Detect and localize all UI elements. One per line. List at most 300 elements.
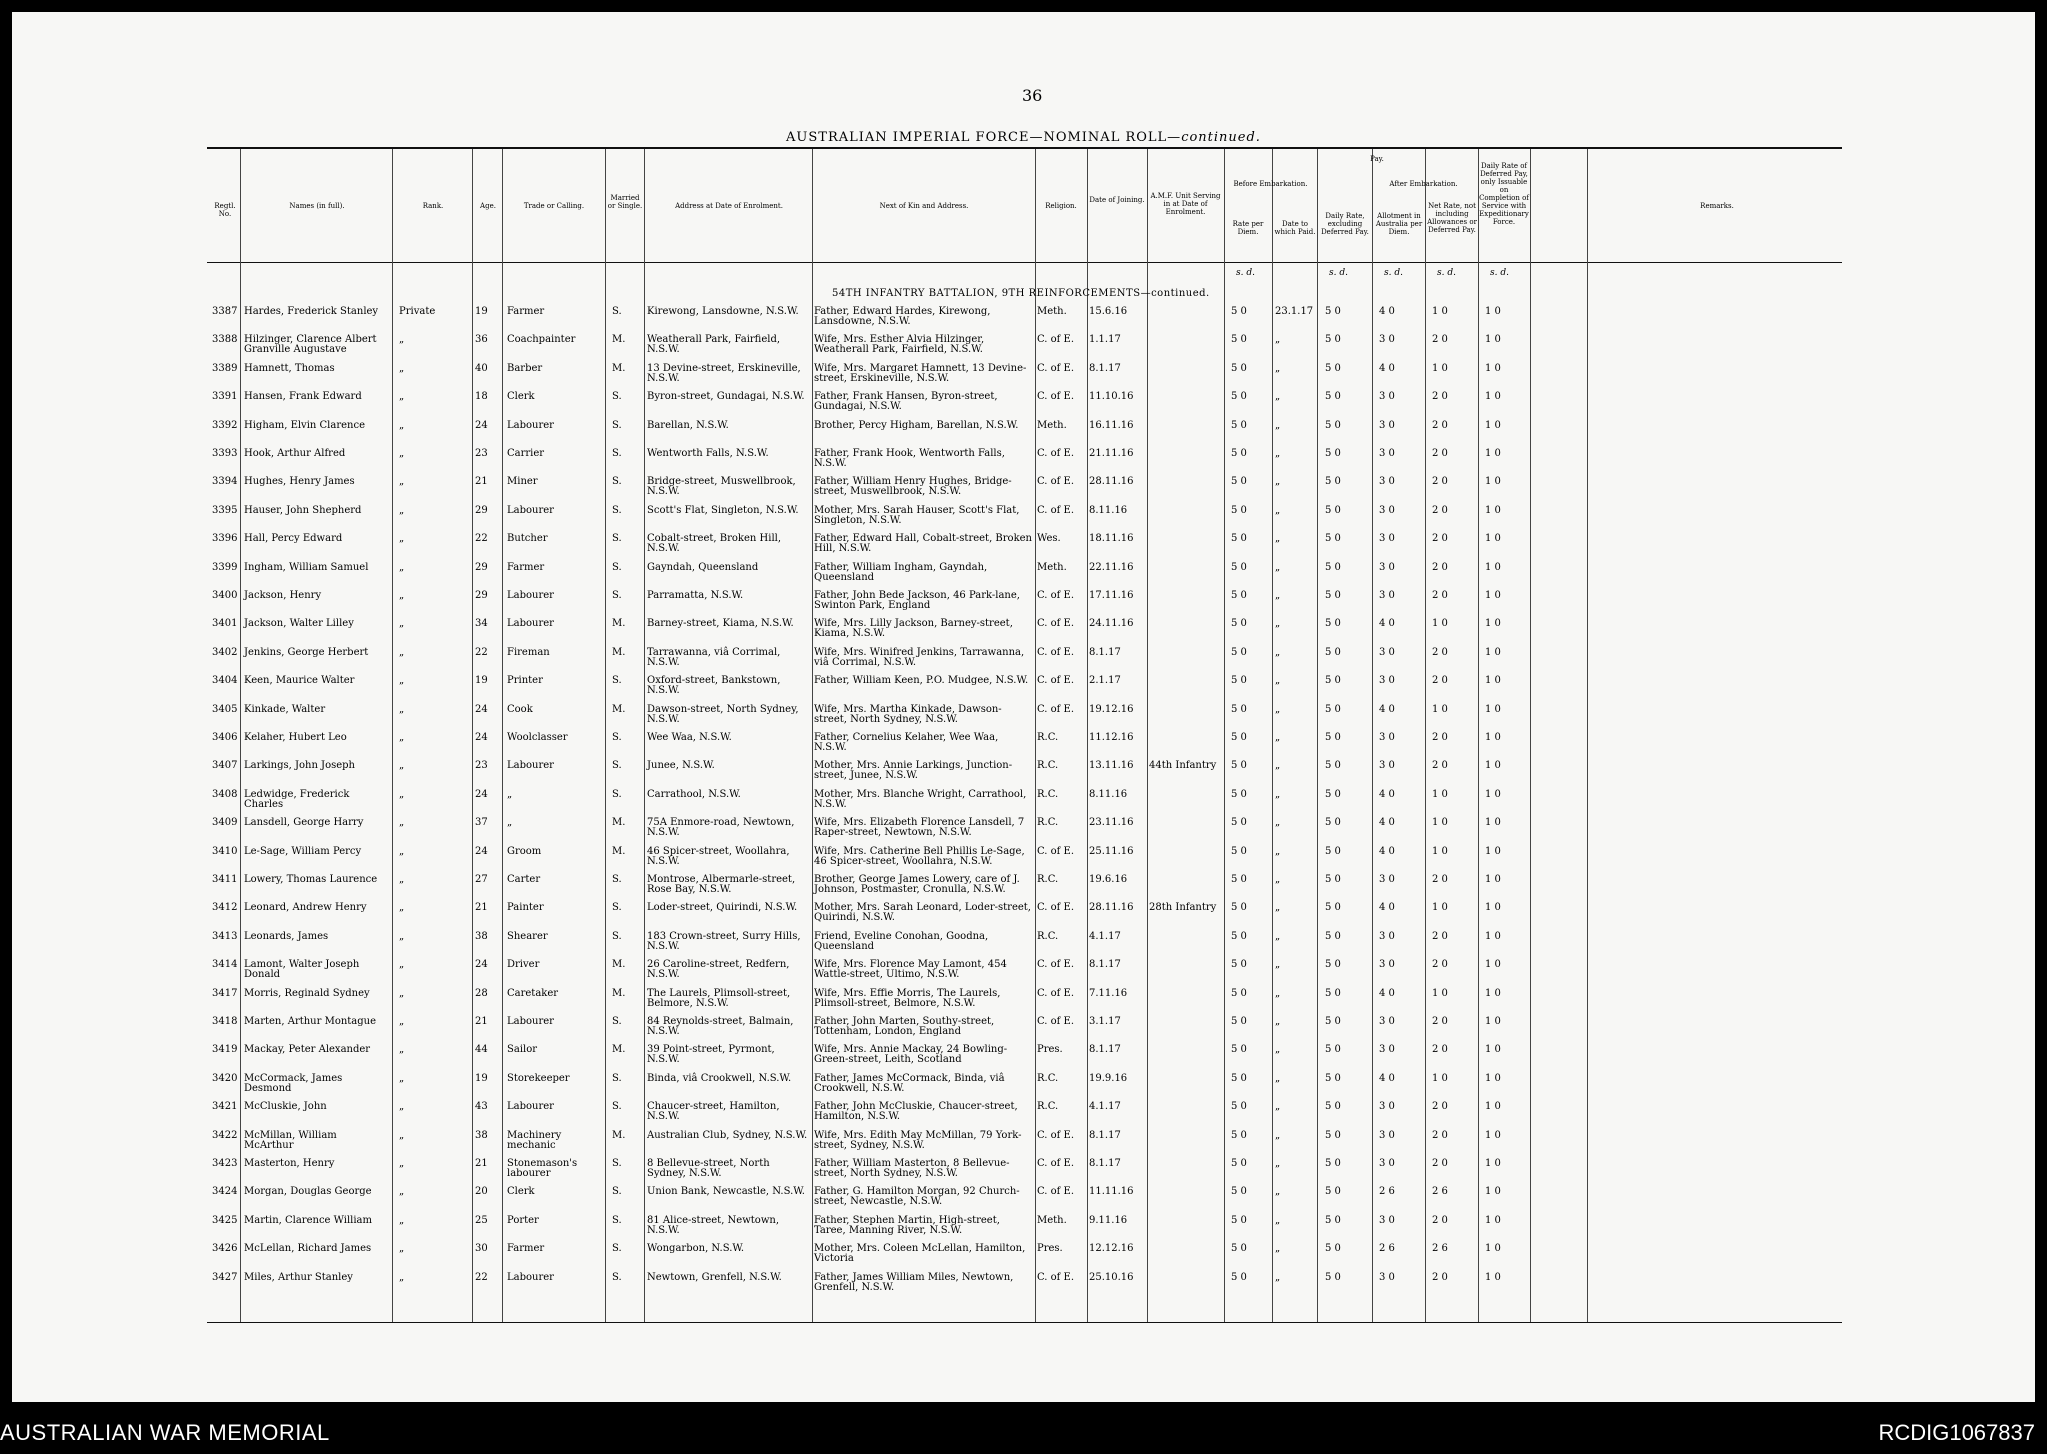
cell-paid: „ (1275, 874, 1281, 885)
cell-allot: 3 0 (1379, 1044, 1395, 1056)
cell-kin: Mother, Mrs. Annie Larkings, Junction-street, Junee, N.S.W. (814, 760, 1013, 782)
cell-trade: Driver (507, 959, 540, 971)
cell-date: 22.11.16 (1089, 561, 1134, 573)
cell-kin: Wife, Mrs. Edith May McMillan, 79 York-street, Sydney, N.S.W. (814, 1129, 1022, 1151)
cell-allot: 3 0 (1379, 590, 1395, 601)
cell-kin: Father, William Keen, P.O. Mudgee, N.S.W. (814, 675, 1029, 687)
cell-kin: Father, Edward Hall, Cobalt-street, Broken Hill, N.S.W. (814, 533, 1032, 555)
cell-rank: „ (399, 788, 405, 800)
cell-rel: C. of E. (1037, 845, 1075, 857)
cell-daily: 5 0 (1325, 930, 1341, 942)
cell-age: 21 (475, 902, 488, 914)
cell-ms: S. (612, 306, 622, 317)
cell-rate: 5 0 (1231, 1186, 1247, 1198)
cell-date: 18.11.16 (1089, 533, 1134, 545)
table-row (207, 392, 1607, 420)
cell-paid: „ (1275, 1158, 1281, 1169)
cell-ms: S. (612, 1243, 622, 1255)
cell-kin: Wife, Mrs. Annie Mackay, 24 Bowling-Green-street, Leith, Scotland (814, 1044, 1008, 1066)
cell-kin: Wife, Mrs. Effie Morris, The Laurels, Plimsoll-street, Belmore, N.S.W. (814, 987, 1001, 1009)
table-row (207, 506, 1607, 534)
cell-paid: „ (1275, 788, 1281, 800)
cell-rel: C. of E. (1037, 504, 1075, 516)
cell-allot: 3 0 (1379, 504, 1395, 516)
cell-kin: Father, Frank Hook, Wentworth Falls, N.S.W. (814, 448, 1005, 469)
cell-trade: Painter (507, 902, 544, 914)
cell-net: 2 0 (1432, 504, 1448, 516)
cell-date: 8.1.17 (1089, 646, 1121, 658)
cell-def: 1 0 (1485, 1016, 1501, 1027)
cell-date: 1.1.17 (1089, 334, 1121, 346)
cell-age: 22 (475, 646, 488, 658)
table-row (207, 648, 1607, 676)
cell-trade: „ (507, 817, 513, 829)
cell-paid: „ (1275, 419, 1281, 431)
cell-paid: „ (1275, 1044, 1281, 1056)
cell-def: 1 0 (1485, 1044, 1501, 1056)
cell-paid: „ (1275, 1072, 1281, 1084)
cell-no: 3423 (212, 1158, 238, 1169)
table-row (207, 1102, 1607, 1130)
cell-rate: 5 0 (1231, 874, 1247, 885)
cell-trade: Labourer (507, 1016, 554, 1027)
table-row (207, 1244, 1607, 1272)
cell-addr: 26 Caroline-street, Redfern, N.S.W. (647, 959, 790, 981)
cell-rel: C. of E. (1037, 1158, 1075, 1169)
cell-addr: Binda, viâ Crookwell, N.S.W. (647, 1072, 792, 1084)
cell-name: Kelaher, Hubert Leo (244, 732, 347, 743)
cell-kin: Father, Cornelius Kelaher, Wee Waa, N.S.W. (814, 732, 999, 753)
cell-no: 3391 (212, 391, 238, 403)
table-row (207, 1159, 1607, 1187)
cell-name: McCormack, James Desmond (244, 1072, 343, 1094)
cell-rank: „ (399, 1186, 405, 1198)
cell-addr: Cobalt-street, Broken Hill, N.S.W. (647, 533, 782, 555)
cell-date: 9.11.16 (1089, 1214, 1128, 1226)
cell-name: Hansen, Frank Edward (244, 391, 362, 403)
cell-no: 3407 (212, 760, 238, 772)
cell-date: 8.11.16 (1089, 788, 1128, 800)
cell-rank: „ (399, 618, 405, 630)
cell-no: 3421 (212, 1101, 238, 1113)
cell-net: 1 0 (1432, 817, 1448, 829)
cell-name: Larkings, John Joseph (244, 760, 355, 772)
cell-rel: Meth. (1037, 419, 1067, 431)
cell-trade: Clerk (507, 391, 535, 403)
cell-no: 3392 (212, 419, 238, 431)
cell-addr: Gayndah, Queensland (647, 561, 759, 573)
cell-age: 24 (475, 959, 488, 971)
sd-label: s. d. (1329, 268, 1348, 278)
cell-age: 24 (475, 845, 488, 857)
cell-daily: 5 0 (1325, 391, 1341, 403)
cell-daily: 5 0 (1325, 1044, 1341, 1056)
cell-age: 29 (475, 561, 488, 573)
cell-trade: Stonemason's labourer (507, 1158, 578, 1179)
cell-paid: „ (1275, 476, 1281, 488)
cell-daily: 5 0 (1325, 1016, 1341, 1027)
cell-net: 2 6 (1432, 1243, 1448, 1255)
cell-allot: 3 0 (1379, 959, 1395, 971)
header-net-rate: Net Rate, not including Allowances or Deferred Pay. (1427, 202, 1477, 234)
cell-paid: „ (1275, 902, 1281, 914)
cell-trade: Caretaker (507, 987, 559, 999)
cell-name: Jenkins, George Herbert (244, 646, 369, 658)
cell-paid: „ (1275, 703, 1281, 715)
cell-age: 19 (475, 306, 488, 317)
cell-no: 3426 (212, 1243, 238, 1255)
cell-rel: Pres. (1037, 1243, 1063, 1255)
cell-date: 4.1.17 (1089, 1101, 1121, 1113)
cell-def: 1 0 (1485, 533, 1501, 545)
cell-no: 3414 (212, 959, 238, 971)
roll-title-suffix: continued. (1181, 130, 1261, 145)
cell-allot: 3 0 (1379, 675, 1395, 687)
cell-allot: 3 0 (1379, 732, 1395, 743)
cell-date: 2.1.17 (1089, 675, 1121, 687)
cell-ms: S. (612, 533, 622, 545)
cell-date: 21.11.16 (1089, 448, 1134, 459)
cell-kin: Father, Stephen Martin, High-street, Taree, Manning River, N.S.W. (814, 1214, 1000, 1236)
cell-def: 1 0 (1485, 732, 1501, 743)
cell-daily: 5 0 (1325, 1072, 1341, 1084)
cell-addr: 13 Devine-street, Erskineville, N.S.W. (647, 362, 801, 384)
cell-trade: Farmer (507, 561, 545, 573)
cell-daily: 5 0 (1325, 1271, 1341, 1283)
cell-def: 1 0 (1485, 930, 1501, 942)
cell-no: 3396 (212, 533, 238, 545)
cell-rank: „ (399, 334, 405, 346)
header-trade: Trade or Calling. (523, 202, 585, 210)
cell-age: 29 (475, 504, 488, 516)
cell-age: 20 (475, 1186, 488, 1198)
cell-paid: „ (1275, 675, 1281, 687)
cell-rel: C. of E. (1037, 618, 1075, 630)
cell-allot: 4 0 (1379, 1072, 1395, 1084)
cell-net: 2 0 (1432, 1016, 1448, 1027)
cell-paid: „ (1275, 561, 1281, 573)
cell-rank: „ (399, 1214, 405, 1226)
cell-daily: 5 0 (1325, 1186, 1341, 1198)
table-row (207, 903, 1607, 931)
cell-rank: „ (399, 902, 405, 914)
cell-rate: 5 0 (1231, 1214, 1247, 1226)
cell-addr: Junee, N.S.W. (647, 760, 715, 772)
cell-allot: 4 0 (1379, 788, 1395, 800)
cell-date: 19.6.16 (1089, 874, 1128, 885)
cell-addr: Dawson-street, North Sydney, N.S.W. (647, 703, 799, 725)
cell-rank: „ (399, 419, 405, 431)
cell-addr: Wentworth Falls, N.S.W. (647, 448, 769, 459)
header-daily-rate: Daily Rate, excluding Deferred Pay. (1321, 212, 1369, 236)
cell-daily: 5 0 (1325, 902, 1341, 914)
cell-paid: „ (1275, 362, 1281, 374)
cell-net: 1 0 (1432, 362, 1448, 374)
cell-rank: „ (399, 448, 405, 459)
cell-paid: „ (1275, 1101, 1281, 1113)
cell-name: Morgan, Douglas George (244, 1186, 372, 1198)
cell-rate: 5 0 (1231, 1101, 1247, 1113)
cell-daily: 5 0 (1325, 646, 1341, 658)
cell-name: Lowery, Thomas Laurence (244, 874, 378, 885)
cell-rank: „ (399, 476, 405, 488)
cell-date: 11.10.16 (1089, 391, 1134, 403)
cell-paid: „ (1275, 646, 1281, 658)
cell-paid: „ (1275, 1129, 1281, 1141)
table-row (207, 676, 1607, 704)
cell-addr: Wongarbon, N.S.W. (647, 1243, 745, 1255)
cell-ms: S. (612, 476, 622, 488)
cell-age: 25 (475, 1214, 488, 1226)
cell-kin: Wife, Mrs. Esther Alvia Hilzinger, Weatherall Park, Fairfield, N.S.W. (814, 334, 985, 356)
cell-rel: C. of E. (1037, 675, 1075, 687)
cell-def: 1 0 (1485, 618, 1501, 630)
cell-daily: 5 0 (1325, 1101, 1341, 1113)
cell-unit: 28th Infantry (1149, 902, 1217, 914)
cell-name: Le-Sage, William Percy (244, 845, 362, 857)
cell-name: Miles, Arthur Stanley (244, 1271, 353, 1283)
header-name: Names (in full). (289, 202, 345, 210)
cell-rate: 5 0 (1231, 476, 1247, 488)
table-row (207, 591, 1607, 619)
cell-allot: 4 0 (1379, 306, 1395, 317)
cell-no: 3413 (212, 930, 238, 942)
cell-age: 21 (475, 476, 488, 488)
cell-allot: 3 0 (1379, 391, 1395, 403)
cell-rate: 5 0 (1231, 902, 1247, 914)
cell-allot: 3 0 (1379, 448, 1395, 459)
cell-date: 11.11.16 (1089, 1186, 1134, 1198)
cell-no: 3395 (212, 504, 238, 516)
header-next-of-kin: Next of Kin and Address. (879, 202, 969, 210)
cell-date: 28.11.16 (1089, 476, 1134, 488)
cell-def: 1 0 (1485, 419, 1501, 431)
cell-rel: R.C. (1037, 760, 1059, 772)
cell-rank: „ (399, 1158, 405, 1169)
cell-ms: M. (612, 817, 626, 829)
cell-daily: 5 0 (1325, 675, 1341, 687)
cell-trade: Barber (507, 362, 543, 374)
cell-name: Hardes, Frederick Stanley (244, 306, 379, 317)
cell-def: 1 0 (1485, 987, 1501, 999)
cell-name: McMillan, William McArthur (244, 1129, 337, 1151)
cell-rank: „ (399, 1129, 405, 1141)
cell-rel: C. of E. (1037, 646, 1075, 658)
cell-name: Morris, Reginald Sydney (244, 987, 370, 999)
cell-net: 2 0 (1432, 874, 1448, 885)
cell-net: 1 0 (1432, 902, 1448, 914)
cell-allot: 4 0 (1379, 987, 1395, 999)
cell-rate: 5 0 (1231, 590, 1247, 601)
cell-net: 2 0 (1432, 391, 1448, 403)
cell-rate: 5 0 (1231, 817, 1247, 829)
cell-age: 18 (475, 391, 488, 403)
cell-net: 2 0 (1432, 646, 1448, 658)
cell-daily: 5 0 (1325, 760, 1341, 772)
cell-ms: S. (612, 1186, 622, 1198)
cell-rate: 5 0 (1231, 760, 1247, 772)
cell-trade: Machinery mechanic (507, 1129, 562, 1151)
cell-trade: Cook (507, 703, 533, 715)
cell-paid: „ (1275, 590, 1281, 601)
cell-trade: Carter (507, 874, 541, 885)
cell-kin: Father, G. Hamilton Morgan, 92 Church-street, Newcastle, N.S.W. (814, 1186, 1020, 1208)
cell-rank: „ (399, 533, 405, 545)
cell-ms: S. (612, 788, 622, 800)
cell-net: 2 0 (1432, 959, 1448, 971)
header-amf-unit: A.M.F. Unit Serving in at Date of Enrolment. (1150, 192, 1221, 216)
cell-addr: Carrathool, N.S.W. (647, 788, 741, 800)
cell-rate: 5 0 (1231, 959, 1247, 971)
table-row (207, 960, 1607, 988)
cell-def: 1 0 (1485, 1243, 1501, 1255)
cell-addr: Tarrawanna, viâ Corrimal, N.S.W. (647, 646, 781, 668)
cell-net: 2 6 (1432, 1186, 1448, 1198)
cell-daily: 5 0 (1325, 959, 1341, 971)
cell-trade: Labourer (507, 590, 554, 601)
cell-trade: Farmer (507, 306, 545, 317)
cell-rel: R.C. (1037, 930, 1059, 942)
cell-rate: 5 0 (1231, 1129, 1247, 1141)
cell-date: 17.11.16 (1089, 590, 1134, 601)
cell-kin: Wife, Mrs. Elizabeth Florence Lansdell, 7 Raper-street, Newtown, N.S.W. (814, 817, 1025, 839)
cell-age: 21 (475, 1016, 488, 1027)
cell-rel: C. of E. (1037, 391, 1075, 403)
cell-allot: 4 0 (1379, 618, 1395, 630)
cell-rank: „ (399, 675, 405, 687)
cell-rank: „ (399, 987, 405, 999)
cell-rank: „ (399, 1101, 405, 1113)
table-row (207, 818, 1607, 846)
cell-kin: Father, John McCluskie, Chaucer-street, Hamilton, N.S.W. (814, 1101, 1018, 1123)
cell-no: 3422 (212, 1129, 238, 1141)
cell-rel: C. of E. (1037, 703, 1075, 715)
cell-rank: „ (399, 391, 405, 403)
cell-no: 3412 (212, 902, 238, 914)
cell-rel: C. of E. (1037, 448, 1075, 459)
table-row (207, 364, 1607, 392)
footer-left: AUSTRALIAN WAR MEMORIAL (0, 1420, 330, 1445)
cell-def: 1 0 (1485, 817, 1501, 829)
cell-kin: Father, John Bede Jackson, 46 Park-lane, Swinton Park, England (814, 590, 1020, 611)
header-deferred-pay: Daily Rate of Deferred Pay, only Issuable on Completion of Service with Expeditionary Force. (1479, 162, 1529, 226)
header-regtl-no: Regtl. No. (214, 202, 236, 218)
cell-rel: C. of E. (1037, 362, 1075, 374)
cell-daily: 5 0 (1325, 561, 1341, 573)
cell-ms: M. (612, 703, 626, 715)
cell-ms: S. (612, 504, 622, 516)
cell-ms: S. (612, 760, 622, 772)
table-row (207, 1273, 1607, 1301)
cell-allot: 3 0 (1379, 1129, 1395, 1141)
cell-net: 2 0 (1432, 732, 1448, 743)
cell-rank: „ (399, 760, 405, 772)
cell-trade: Fireman (507, 646, 550, 658)
cell-no: 3406 (212, 732, 238, 743)
cell-name: Lansdell, George Harry (244, 817, 364, 829)
cell-def: 1 0 (1485, 362, 1501, 374)
cell-date: 13.11.16 (1089, 760, 1134, 772)
header-rate-per-diem: Rate per Diem. (1232, 220, 1264, 236)
cell-def: 1 0 (1485, 1101, 1501, 1113)
cell-age: 19 (475, 675, 488, 687)
table-row (207, 1187, 1607, 1215)
cell-age: 28 (475, 987, 488, 999)
cell-allot: 2 6 (1379, 1186, 1395, 1198)
cell-rate: 5 0 (1231, 1243, 1247, 1255)
cell-kin: Mother, Mrs. Blanche Wright, Carrathool, N.S.W. (814, 788, 1027, 810)
cell-def: 1 0 (1485, 391, 1501, 403)
cell-allot: 4 0 (1379, 362, 1395, 374)
cell-daily: 5 0 (1325, 504, 1341, 516)
cell-addr: Union Bank, Newcastle, N.S.W. (647, 1186, 805, 1198)
cell-daily: 5 0 (1325, 703, 1341, 715)
cell-paid: „ (1275, 1016, 1281, 1027)
cell-addr: 39 Point-street, Pyrmont, N.S.W. (647, 1044, 775, 1066)
cell-rank: „ (399, 561, 405, 573)
cell-ms: M. (612, 1044, 626, 1056)
cell-rate: 5 0 (1231, 1072, 1247, 1084)
cell-trade: Labourer (507, 504, 554, 516)
cell-rate: 5 0 (1231, 419, 1247, 431)
cell-def: 1 0 (1485, 1214, 1501, 1226)
cell-daily: 5 0 (1325, 987, 1341, 999)
cell-ms: M. (612, 618, 626, 630)
cell-trade: Carrier (507, 448, 545, 459)
cell-net: 2 0 (1432, 1271, 1448, 1283)
cell-addr: 84 Reynolds-street, Balmain, N.S.W. (647, 1016, 794, 1037)
cell-net: 2 0 (1432, 561, 1448, 573)
cell-age: 23 (475, 448, 488, 459)
cell-name: Higham, Elvin Clarence (244, 419, 365, 431)
cell-kin: Friend, Eveline Conohan, Goodna, Queensland (814, 930, 989, 952)
cell-kin: Wife, Mrs. Winifred Jenkins, Tarrawanna, viâ Corrimal, N.S.W. (814, 646, 1025, 668)
cell-paid: „ (1275, 959, 1281, 971)
cell-trade: Woolclasser (507, 732, 568, 743)
cell-name: Jackson, Henry (244, 590, 322, 601)
cell-allot: 4 0 (1379, 703, 1395, 715)
cell-addr: Chaucer-street, Hamilton, N.S.W. (647, 1101, 780, 1123)
table-row (207, 790, 1607, 818)
cell-rank: „ (399, 590, 405, 601)
cell-allot: 4 0 (1379, 845, 1395, 857)
cell-age: 29 (475, 590, 488, 601)
cell-paid: „ (1275, 817, 1281, 829)
table-row (207, 534, 1607, 562)
cell-addr: Barellan, N.S.W. (647, 419, 729, 431)
cell-net: 2 0 (1432, 760, 1448, 772)
cell-ms: S. (612, 1158, 622, 1169)
cell-rel: C. of E. (1037, 1186, 1075, 1198)
cell-ms: S. (612, 1271, 622, 1283)
cell-trade: Farmer (507, 1243, 545, 1255)
cell-trade: Labourer (507, 1101, 554, 1113)
cell-trade: „ (507, 788, 513, 800)
cell-rate: 5 0 (1231, 845, 1247, 857)
cell-rate: 5 0 (1231, 362, 1247, 374)
cell-addr: 46 Spicer-street, Woollahra, N.S.W. (647, 845, 790, 867)
cell-no: 3394 (212, 476, 238, 488)
cell-rate: 5 0 (1231, 987, 1247, 999)
cell-no: 3424 (212, 1186, 238, 1198)
cell-allot: 3 0 (1379, 1158, 1395, 1169)
cell-net: 2 0 (1432, 1214, 1448, 1226)
cell-daily: 5 0 (1325, 732, 1341, 743)
cell-net: 2 0 (1432, 448, 1448, 459)
cell-trade: Labourer (507, 1271, 554, 1283)
cell-no: 3408 (212, 788, 238, 800)
cell-age: 34 (475, 618, 488, 630)
